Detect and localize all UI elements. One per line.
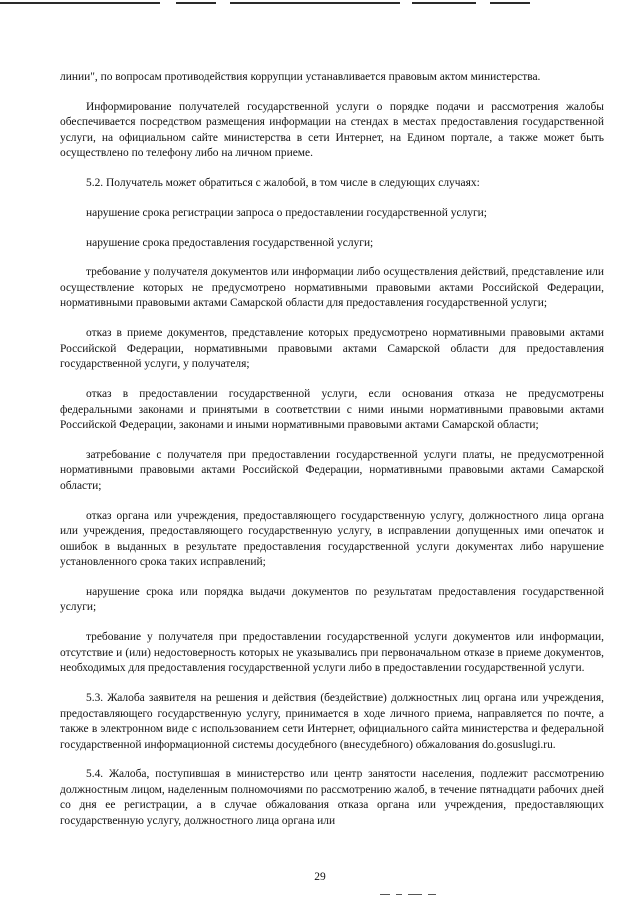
list-item-refusal-service: отказ в предоставлении государственной услуги, если основания отказа не предусмотрены федеральными законами и принятыми в соответствии с ними иными нормативными правовыми актами Российской Федерации, законами и иными нормативными правовыми актами Самарской области; [60, 388, 604, 432]
list-item-missing-documents: требование у получателя при предоставлении государственной услуги документов или информации, отсутствие и (или) недостоверность которых не указывались при первоначальном отказе в приеме документов, необходимых для предоставления государственной услуги либо в предоставлении государственной услуги. [60, 631, 604, 675]
scan-edge-bottom [380, 893, 440, 897]
list-item-registration-deadline: нарушение срока регистрации запроса о предоставлении государственной услуги; [86, 206, 487, 219]
document-page [60, 70, 604, 844]
list-item-refusal-acceptance: отказ в приеме документов, представление которых предусмотрено нормативными правовыми актами Российской Федерации, нормативными правовыми актами Самарской области для предоставления государственной услуги, у получателя; [60, 327, 604, 371]
page-number: 29 [314, 871, 326, 883]
paragraph-complaint-information: Информирование получателей государственной услуги о порядке подачи и рассмотрения жалобы обеспечивается посредством размещения информации на стендах в местах предоставления государственной услуги, на официальном сайте министерства в сети Интернет, на Едином портале, а также может быть осуществлено по телефону либо на личном приеме. [60, 100, 604, 160]
paragraph-continuation: линии", по вопросам противодействия коррупции устанавливается правовым актом министерства. [60, 71, 541, 83]
paragraph-section-5-4: 5.4. Жалоба, поступившая в министерство или центр занятости населения, подлежит рассмотрению должностным лицом, наделенным полномочиями по рассмотрению жалоб, в течение пятнадцати рабочих дней со дня ее регистрации, а в случае обжалования отказа органа или учреждения, предоставляющих государственную услугу, должностного лица органа или [60, 768, 604, 827]
scan-edge-top [0, 0, 640, 8]
list-item-extra-documents: требование у получателя документов или информации либо осуществления действий, представление или осуществление которых не предусмотрено нормативными правовыми актами Российской Федерации, нормативными правовыми актами Самарской области для предоставления государственной услуги; [60, 266, 604, 310]
paragraph-section-5-2: 5.2. Получатель может обратиться с жалобой, в том числе в следующих случаях: [86, 177, 480, 190]
list-item-issuance-violation: нарушение срока или порядка выдачи документов по результатам предоставления государственной услуги; [60, 585, 604, 614]
paragraph-section-5-3: 5.3. Жалоба заявителя на решения и действия (бездействие) должностных лиц органа или учреждения, предоставляющего государственную услугу, принимается в ходе личного приема, направляется по почте, а также в электронном виде с использованием сети Интернет, официального сайта министерства и федеральной государственной информационной системы досудебного (внесудебного) обжалования do.gosuslugi.ru. [60, 692, 604, 751]
list-item-refusal-correction: отказ органа или учреждения, предоставляющего государственную услугу, должностного лица органа или учреждения, предоставляющего государственную услугу, в исправлении допущенных ими опечаток и ошибок в выданных в результате предоставления государственной услуги документах либо нарушение установленного срока таких исправлений; [60, 509, 604, 569]
list-item-illegal-fee: затребование с получателя при предоставлении государственной услуги платы, не предусмотренной нормативными правовыми актами Российской Федерации, нормативными правовыми актами Самарской области; [60, 448, 604, 492]
list-item-service-deadline: нарушение срока предоставления государственной услуги; [86, 236, 374, 249]
